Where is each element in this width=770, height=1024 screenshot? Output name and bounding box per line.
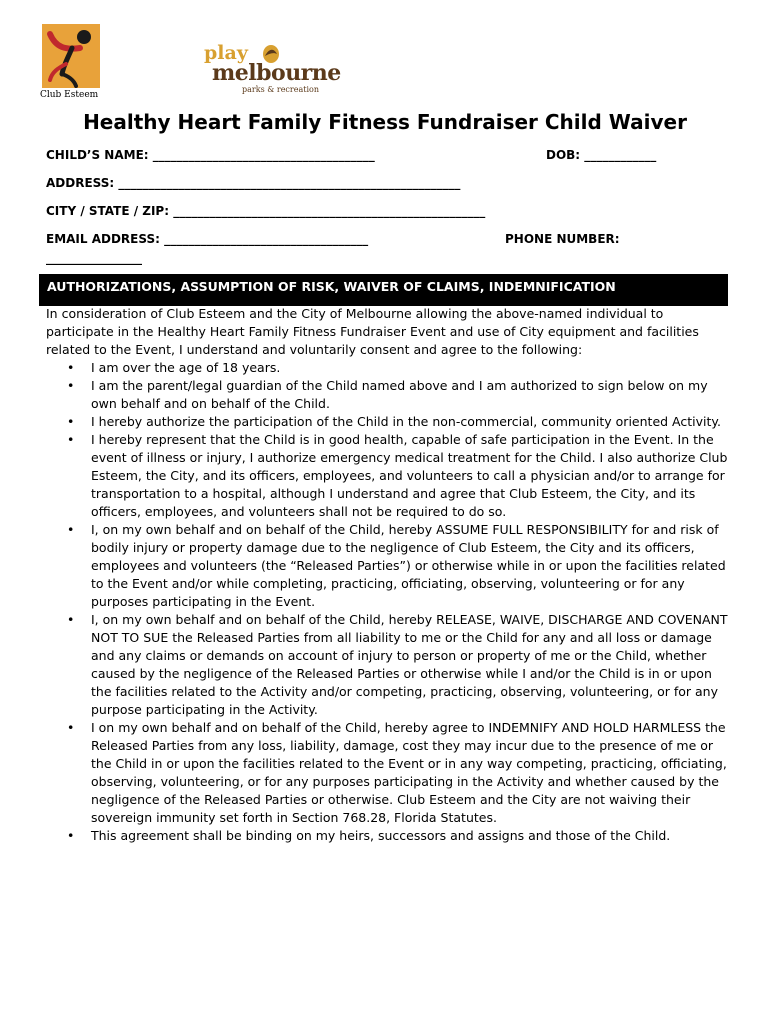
- email-field[interactable]: EMAIL ADDRESS: __________________________________: [46, 232, 369, 246]
- play-melbourne-logo: [204, 42, 341, 98]
- terms-list: [46, 359, 730, 845]
- bullet-icon: •: [67, 522, 75, 537]
- list-item: • I on my own behalf and on behalf of the Child, hereby agree to INDEMNIFY AND HOLD HARMLESS the Released Parties from any loss, liability, damage, cost they may incur due to the presence of me or the Child in or upon the facilities related to the Event or in any way competing, practicing, officiating, observing, volunteering, or for any purposes participating in the Activity and whether caused by the negligence of the Released Parties or otherwise. Club Esteem and the City are not waiving their sovereign immunity set forth in Section 768.28, Florida Statutes.: [67, 720, 727, 825]
- waiver-body: [46, 305, 730, 845]
- page-title: Healthy Heart Family Fitness Fundraiser Child Waiver: [83, 110, 687, 134]
- parks-recreation-text: parks & recreation: [242, 85, 319, 94]
- list-item: • This agreement shall be binding on my heirs, successors and assigns and those of the Child.: [67, 828, 671, 843]
- child-name-field[interactable]: CHILD’S NAME: _____________________________________: [46, 148, 375, 162]
- intro-paragraph: In consideration of Club Esteem and the City of Melbourne allowing the above-named individual to participate in the Healthy Heart Family Fitness Fundraiser Event and use of City equipment and facilities related to the Event, I understand and voluntarily consent and agree to the following:: [46, 306, 699, 357]
- bullet-icon: •: [67, 432, 75, 447]
- city-state-zip-field[interactable]: CITY / STATE / ZIP: ____________________________________________________: [46, 204, 486, 218]
- list-item: • I hereby authorize the participation of the Child in the non-commercial, community oriented Activity.: [67, 414, 721, 429]
- bullet-icon: •: [67, 360, 75, 375]
- phone-label: PHONE NUMBER:: [505, 232, 620, 246]
- dob-field[interactable]: DOB: ____________: [546, 148, 657, 162]
- bullet-icon: •: [67, 378, 75, 393]
- bullet-icon: •: [67, 720, 75, 735]
- play-wordmark: play: [204, 42, 248, 64]
- club-esteem-caption: Club Esteem: [40, 90, 99, 100]
- bullet-icon: •: [67, 612, 75, 627]
- club-esteem-logo: [40, 24, 102, 102]
- phone-field-line[interactable]: ________________: [46, 251, 142, 265]
- section-banner: AUTHORIZATIONS, ASSUMPTION OF RISK, WAIVER OF CLAIMS, INDEMNIFICATION: [39, 274, 728, 306]
- club-esteem-figure-icon: [42, 24, 100, 88]
- list-item: • I am the parent/legal guardian of the Child named above and I am authorized to sign below on my own behalf and on behalf of the Child.: [67, 378, 708, 411]
- list-item: • I, on my own behalf and on behalf of the Child, hereby ASSUME FULL RESPONSIBILITY for and risk of bodily injury or property damage due to the negligence of Club Esteem, the City and its officers, employees and volunteers (the “Released Parties”) or otherwise while in or upon the facilities related to the Event and/or while completing, practicing, officiating, observing, volunteering or for any purposes participating in the Event.: [67, 522, 726, 609]
- list-item: • I am over the age of 18 years.: [67, 360, 281, 375]
- address-field[interactable]: ADDRESS: _________________________________________________________: [46, 176, 461, 190]
- bullet-icon: •: [67, 414, 75, 429]
- list-item: • I hereby represent that the Child is in good health, capable of safe participation in the Event. In the event of illness or injury, I authorize emergency medical treatment for the Child. I also authorize Club Esteem, the City, and its officers, employees, and volunteers to call a physician and/or to arrange for transportation to a hospital, although I understand and agree that Club Esteem, the City, and its officers, employees, and volunteers shall not be required to do so.: [67, 432, 728, 519]
- bullet-icon: •: [67, 828, 75, 843]
- list-item: • I, on my own behalf and on behalf of the Child, hereby RELEASE, WAIVE, DISCHARGE AND COVENANT NOT TO SUE the Released Parties from all liability to me or the Child for any and all loss or damage and any claims or demands on account of injury to person or property of me or the Child, whether caused by the negligence of the Released Parties or otherwise while I and/or the Child is in or upon the facilities related to the Activity and/or competing, practicing, observing, volunteering, or for any purpose participating in the Activity.: [67, 612, 728, 717]
- melbourne-wordmark: melbourne: [212, 60, 341, 86]
